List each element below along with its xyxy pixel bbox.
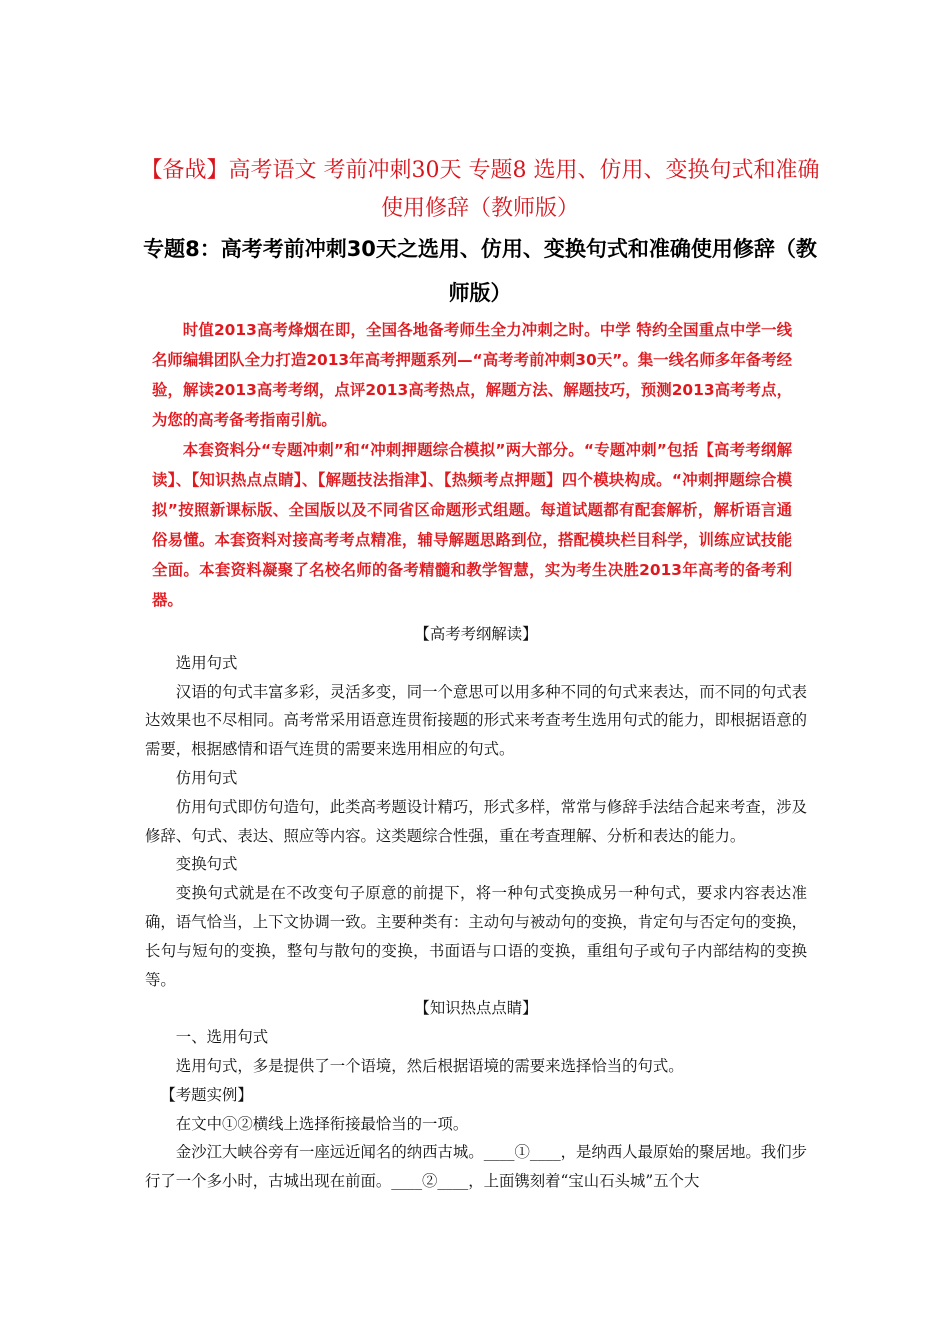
- paragraph-part-one: 选用句式，多是提供了一个语境，然后根据语境的需要来选择恰当的句式。: [175, 1056, 684, 1075]
- document-subtitle: 专题8：高考考前冲刺30天之选用、仿用、变换句式和准确使用修辞（教师版）: [143, 237, 817, 305]
- document-body: [145, 620, 807, 1196]
- paragraph-imitate-sentence: 仿用句式即仿句造句，此类高考题设计精巧，形式多样，常常与修辞手法结合起来考查，涉及修辞、句式、表达、照应等内容。这类题综合性强，重在考查理解、分析和表达的能力。: [145, 797, 807, 845]
- example-heading: 【考题实例】: [160, 1085, 253, 1104]
- section-heading-outline: 【高考考纲解读】: [414, 625, 538, 643]
- subheading-transform-sentence: 变换句式: [175, 855, 238, 874]
- subheading-select-sentence: 选用句式: [175, 653, 238, 672]
- intro-block: [152, 315, 792, 615]
- intro-paragraph-1: 时值2013高考烽烟在即，全国各地备考师生全力冲刺之时。中学 特约全国重点中学一线名师编辑团队全力打造2013年高考押题系列—“高考考前冲刺30天”。集一线名师多年备考经验，解读2013高考考纲，点评2013高考热点，解题方法、解题技巧，预测2013高考考点，为您的高考备考指南引航。: [152, 321, 792, 429]
- paragraph-select-sentence: 汉语的句式丰富多彩，灵活多变，同一个意思可以用多种不同的句式来表达，而不同的句式表达效果也不尽相同。高考常采用语意连贯衔接题的形式来考查考生选用句式的能力，即根据语意的需要，根据感情和语气连贯的需要来选用相应的句式。: [145, 682, 807, 759]
- document-title: 【备战】高考语文 考前冲刺30天 专题8 选用、仿用、变换句式和准确使用修辞（教师版）: [140, 158, 820, 221]
- example-instruction: 在文中①②横线上选择衔接最恰当的一项。: [175, 1114, 469, 1133]
- example-passage: 金沙江大峡谷旁有一座远近闻名的纳西古城。____①____，是纳西人最原始的聚居地。我们步行了一个多小时，古城出现在前面。____②____，上面镌刻着“宝山石头城”五个大: [145, 1143, 807, 1191]
- subheading-imitate-sentence: 仿用句式: [175, 768, 238, 787]
- section-heading-hotspots: 【知识热点点睛】: [414, 999, 538, 1018]
- subheading-part-one: 一、选用句式: [175, 1028, 269, 1047]
- intro-paragraph-2: 本套资料分“专题冲刺”和“冲刺押题综合模拟”两大部分。“专题冲刺”包括【高考考纲解读】、【知识热点点睛】、【解题技法指津】、【热频考点押题】四个模块构成。“冲刺押题综合模拟”按照新课标版、全国版以及不同省区命题形式组题。每道试题都有配套解析，解析语言通俗易懂。本套资料对接高考考点精准，辅导解题思路到位，搭配模块栏目科学，训练应试技能全面。本套资料凝聚了名校名师的备考精髓和教学智慧，实为考生决胜2013年高考的备考利器。: [152, 441, 792, 609]
- paragraph-transform-sentence: 变换句式就是在不改变句子原意的前提下，将一种句式变换成另一种句式，要求内容表达准确，语气恰当，上下文协调一致。主要种类有：主动句与被动句的变换，肯定句与否定句的变换，长句与短句的变换，整句与散句的变换，书面语与口语的变换，重组句子或句子内部结构的变换等。: [145, 884, 807, 989]
